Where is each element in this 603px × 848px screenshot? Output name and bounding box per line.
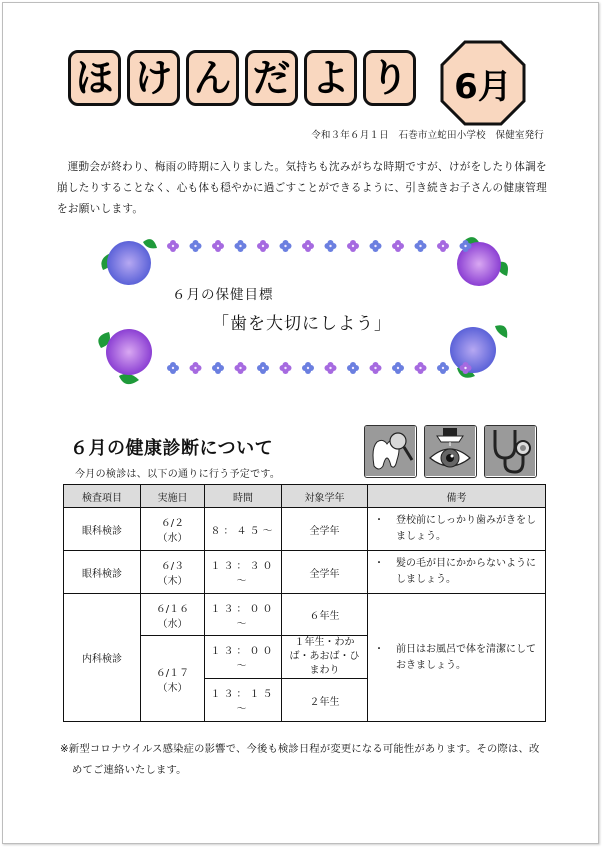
cell-note [368,594,546,722]
floret-icon [190,240,202,252]
issuer-line: 令和３年６月１日 石巻市立蛇田小学校 保健室発行 [311,130,544,141]
title-char: ん [193,56,232,100]
cell-item: 眼科検診 [64,551,141,594]
floret-icon [212,362,224,374]
cell-time: １３：３０～ [205,551,282,594]
header-time: 時間 [205,485,282,508]
floret-icon [392,362,404,374]
section-note: 今月の検診は、以下の通りに行う予定です。 [75,469,281,480]
table-row [64,594,546,636]
cell-date [141,636,205,722]
day-text: （木） [157,576,188,587]
hydrangea-top-left [101,239,157,285]
flower-row-top [167,240,472,252]
floret-icon [437,362,449,374]
hydrangea-bottom-right [450,325,507,378]
date-text: ６/１６ [155,603,190,615]
stethoscope-icon [484,425,537,478]
footnote-text: ※新型コロナウイルス感染症の影響で、今後も検診日程が変更になる可能性があります。その際は、改めてご連絡いたします。 [60,743,540,776]
dental-mirror-icon [364,425,417,478]
title-char-box [68,50,121,106]
cell-time: １３：００～ [205,636,282,679]
header-date: 実施日 [141,485,205,508]
health-goal-text: 「歯を大切にしよう」 [212,314,392,334]
day-text: （水） [157,533,188,544]
floret-icon [167,240,179,252]
floret-icon [392,240,404,252]
cell-grade: ２年生 [282,679,368,722]
floret-icon [190,362,202,374]
title-char: け [134,56,173,100]
cell-grade: 全学年 [282,508,368,551]
health-goal-label: ６月の保健目標 [172,287,274,303]
title-char: り [370,56,409,100]
exam-schedule-table [63,484,546,722]
day-text: （水） [157,618,188,630]
cell-time: １３：００～ [205,594,282,636]
intro-paragraph [57,157,549,220]
floret-icon [415,240,427,252]
footnote [60,739,550,781]
floret-icon [415,362,427,374]
floret-icon [280,240,292,252]
cell-item: 眼科検診 [64,508,141,551]
floret-icon [370,362,382,374]
floret-icon [347,240,359,252]
header-grade: 対象学年 [282,485,368,508]
floret-icon [235,240,247,252]
floret-icon [302,240,314,252]
title-char-box [245,50,298,106]
floret-icon [235,362,247,374]
title-char: ほ [75,56,114,100]
bullet: ・ [374,515,384,526]
cell-grade: 全学年 [282,551,368,594]
title-char: だ [252,56,291,100]
cell-grade: ６年生 [282,594,368,636]
cell-grade: １年生・わかば・あおば・ひまわり [282,636,368,679]
newsletter-title [68,50,416,106]
table-row [64,508,546,551]
day-text: （木） [157,682,188,694]
header-notes: 備考 [368,485,546,508]
month-label: 6月 [454,66,512,107]
hydrangea-bottom-left [98,329,152,384]
floret-icon [437,240,449,252]
note-text: 髪の毛が目にかからないようにしましょう。 [396,558,536,585]
table-header-row [64,485,546,508]
title-char-box [304,50,357,106]
bullet: ・ [374,558,384,569]
floret-icon [212,240,224,252]
title-char-box [363,50,416,106]
date-text: ６/２ [160,518,185,529]
header-item: 検査項目 [64,485,141,508]
title-char-box [127,50,180,106]
cell-note [368,508,546,551]
eye-exam-icon [424,425,477,478]
floret-icon [257,240,269,252]
note-text: 前日はお風呂で体を清潔にしておきましょう。 [396,643,536,671]
cell-note [368,551,546,594]
month-badge [439,39,527,127]
floret-icon [167,362,179,374]
title-char: よ [311,56,350,100]
cell-time: １３：１５～ [205,679,282,722]
date-text: ６/１７ [155,667,190,679]
floret-icon [302,362,314,374]
section-title: ６月の健康診断について [70,438,274,459]
flower-row-bottom [167,362,472,374]
bullet: ・ [374,643,384,655]
cell-item: 内科検診 [64,594,141,722]
floret-icon [325,240,337,252]
note-text: 登校前にしっかり歯みがきをしましょう。 [396,515,536,542]
title-char-box [186,50,239,106]
floret-icon [347,362,359,374]
floret-icon [257,362,269,374]
intro-text: 運動会が終わり、梅雨の時期に入りました。気持ちも沈みがちな時期ですが、けがをしたり体調を崩したりすることなく、心も体も穏やかに過ごすことができるように、引き続きお子さんの健康管理をお願いします。 [57,161,548,215]
exam-icons [364,425,537,478]
date-text: ６/３ [160,561,185,572]
cell-date [141,594,205,636]
floret-icon [325,362,337,374]
cell-time: ８：４５～ [205,508,282,551]
table-row [64,551,546,594]
floret-icon [370,240,382,252]
floret-icon [280,362,292,374]
cell-date [141,551,205,594]
cell-date [141,508,205,551]
